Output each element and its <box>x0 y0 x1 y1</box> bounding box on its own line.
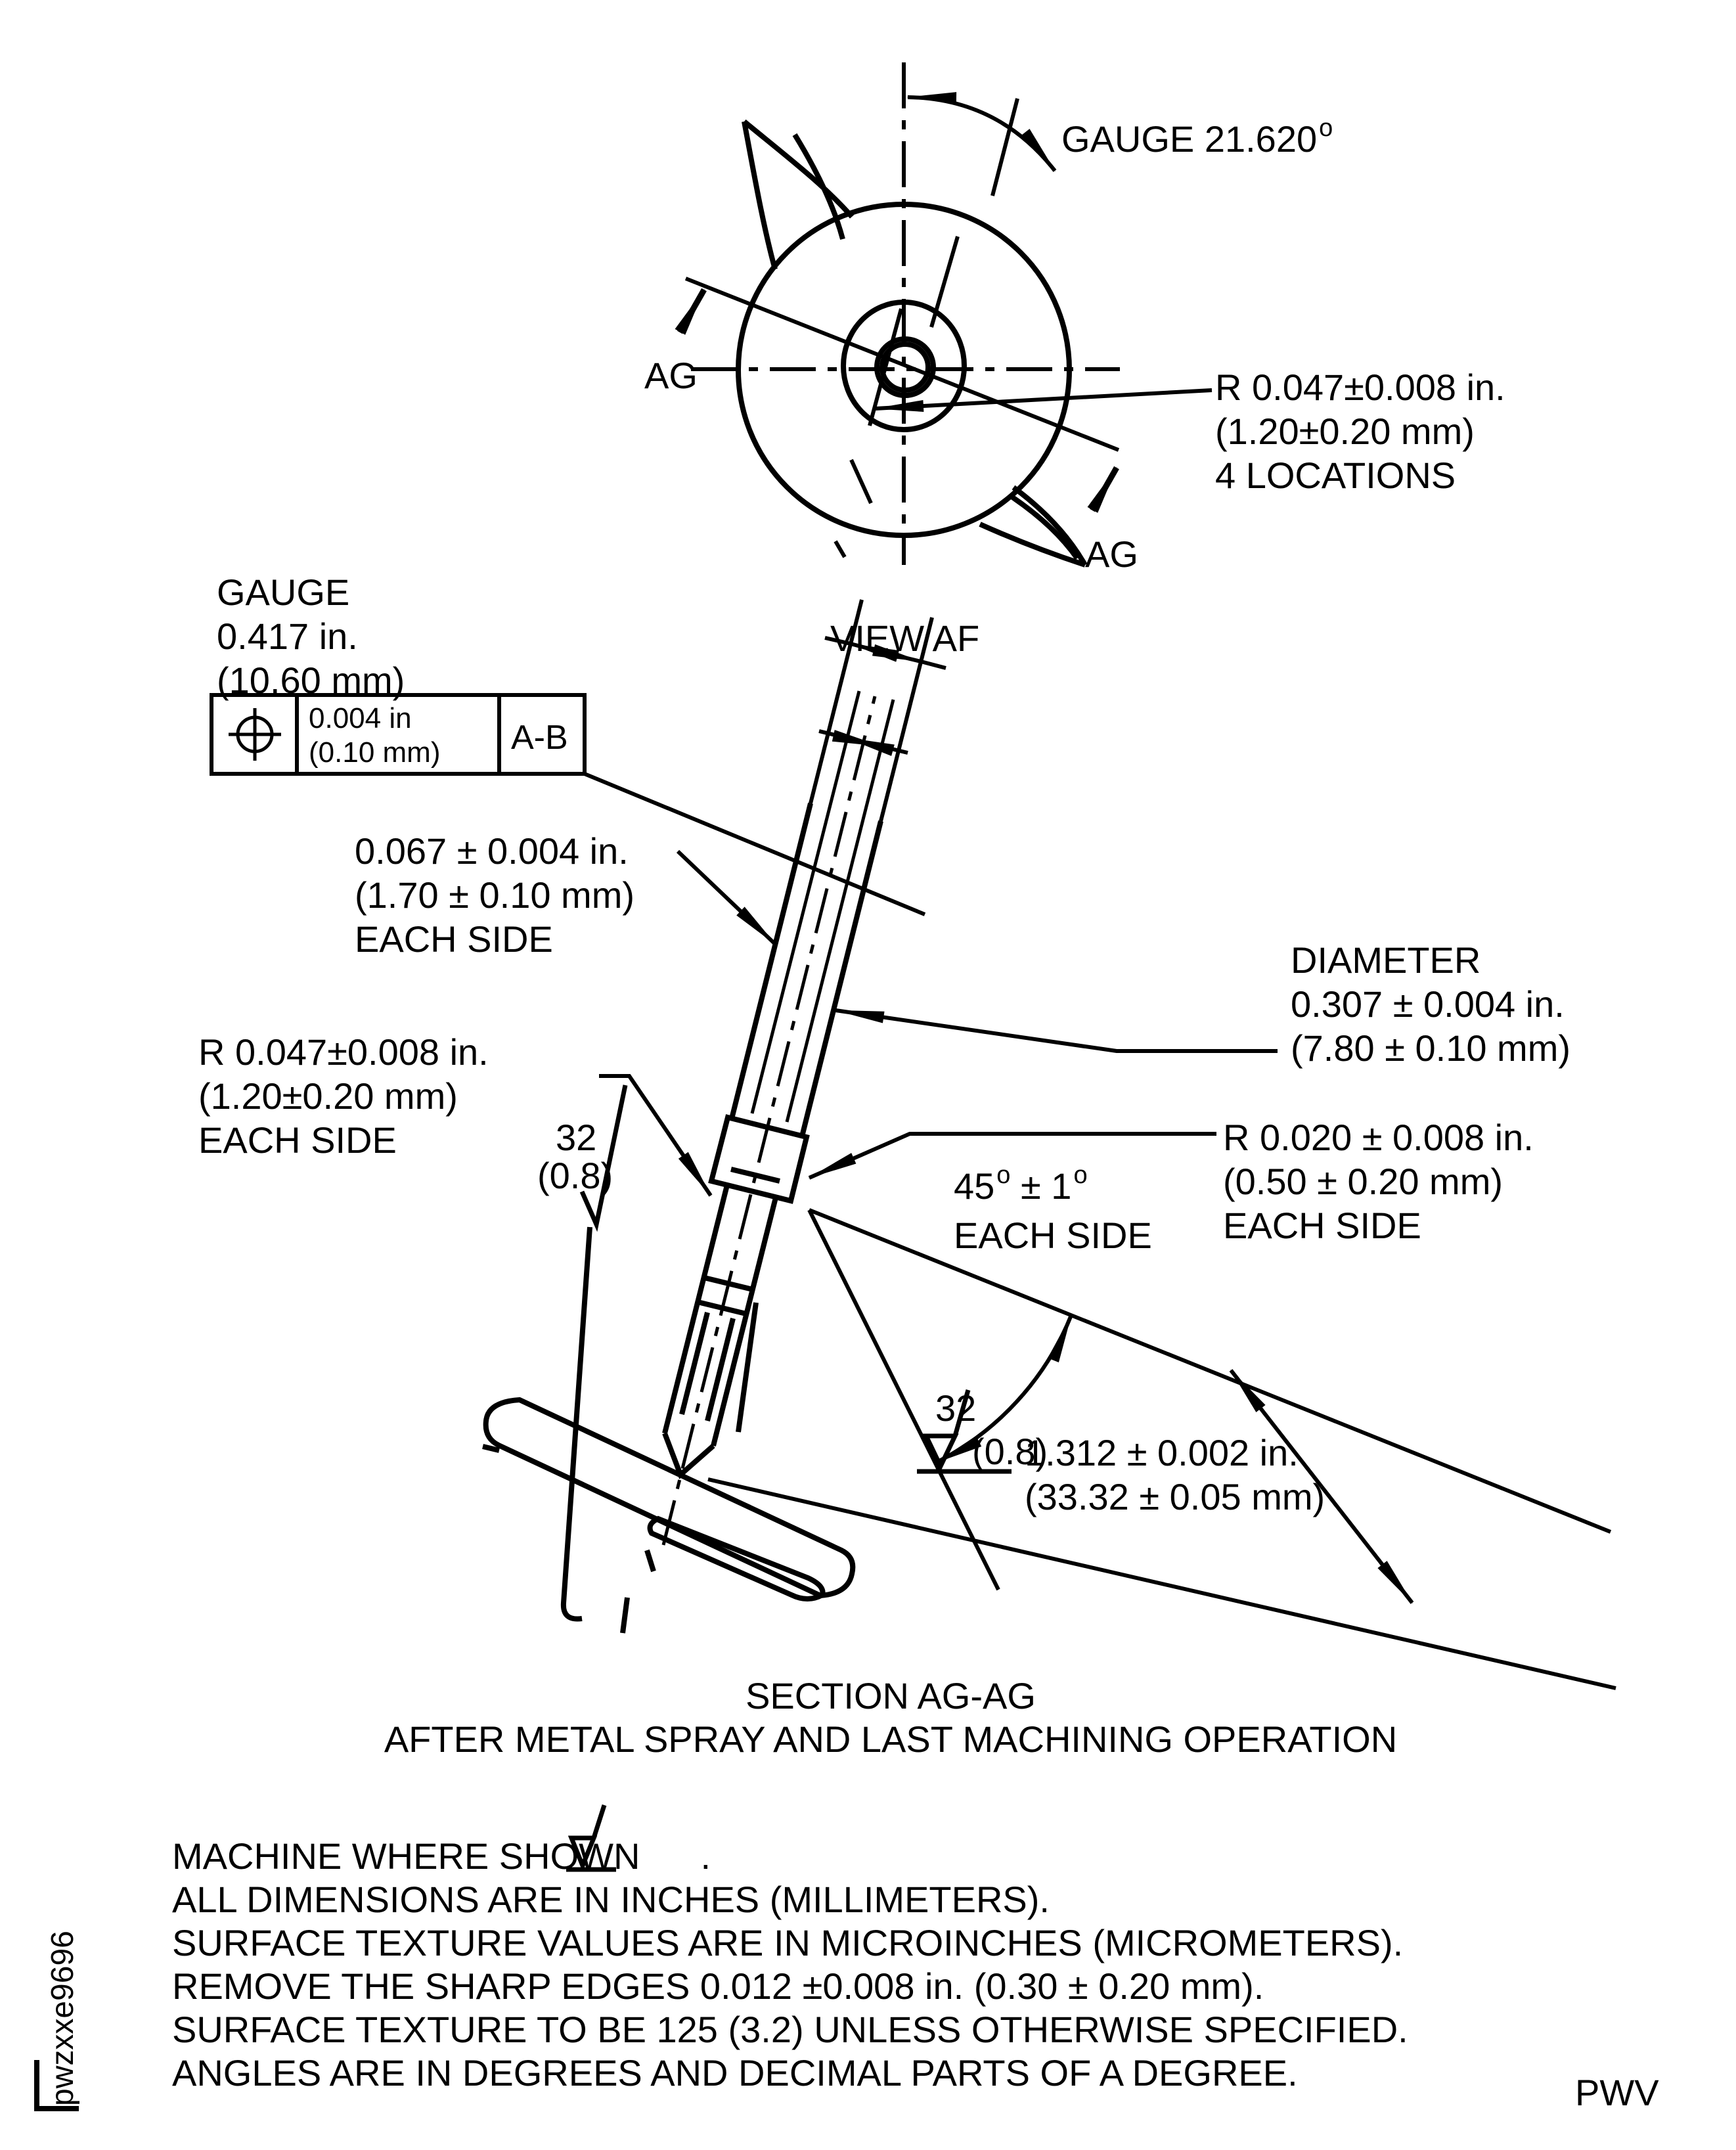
wall-dim-line2: (1.70 ± 0.10 mm) <box>355 874 634 916</box>
length-dim-note <box>1025 1431 1325 1519</box>
radius-4loc-note <box>1215 365 1505 497</box>
cross-slot-tick <box>647 1550 654 1571</box>
diameter-line2: 0.307 ± 0.004 in. <box>1291 983 1565 1025</box>
view-label: VIEW AF <box>830 617 980 659</box>
stem-body <box>665 803 881 1475</box>
core-lower-left <box>682 1312 707 1414</box>
diameter-note <box>1291 938 1570 1070</box>
radius-right-note <box>1223 1115 1534 1247</box>
surface-upper-metric: (0.8) <box>537 1155 613 1196</box>
radius-4loc-leader <box>875 390 1212 409</box>
radius-left-note <box>198 1030 489 1162</box>
wall-dim-line3: EACH SIDE <box>355 918 553 960</box>
gauge-angle-arc <box>908 97 1055 171</box>
stem-centerline <box>663 696 875 1545</box>
chamfer-angle-note <box>954 1161 1152 1257</box>
radius-4loc-line3: 4 LOCATIONS <box>1215 455 1456 496</box>
diameter-line1: DIAMETER <box>1291 939 1481 981</box>
gauge-block <box>217 570 405 702</box>
top-view-body <box>738 122 1085 565</box>
section-arrow-right <box>1092 468 1117 510</box>
radius-right-line3: EACH SIDE <box>1223 1205 1421 1246</box>
wall-dim-ext-left <box>819 731 846 738</box>
radius-left-line2: (1.20±0.20 mm) <box>198 1075 458 1117</box>
note-sharp-edges: REMOVE THE SHARP EDGES 0.012 ±0.008 in. (0.30 ± 0.20 mm). <box>172 1965 1264 2007</box>
length-dim-line1: 1.312 ± 0.002 in. <box>1025 1432 1299 1473</box>
gauge-block-line3: (10.60 mm) <box>217 660 405 701</box>
radius-left-line3: EACH SIDE <box>198 1119 397 1161</box>
wall-dim-line1: 0.067 ± 0.004 in. <box>355 830 629 872</box>
section-subtitle: AFTER METAL SPRAY AND LAST MACHINING OPERATION <box>384 1718 1398 1760</box>
radius-4loc-line2: (1.20±0.20 mm) <box>1215 411 1475 452</box>
diameter-line3: (7.80 ± 0.10 mm) <box>1291 1027 1570 1069</box>
gauge-angle-degree-mark: o <box>1319 114 1333 142</box>
section-label-left: AG <box>644 355 698 396</box>
stem-dimensions <box>599 600 1278 1196</box>
chamfer-tolerance: ± 1 <box>1021 1165 1072 1207</box>
note-surface-texture: SURFACE TEXTURE TO BE 125 (3.2) UNLESS OTHERWISE SPECIFIED. <box>172 2009 1408 2050</box>
general-notes <box>172 1835 1408 2095</box>
cross-lower-stub <box>623 1598 627 1633</box>
wall-dim-note <box>355 829 634 961</box>
length-dim-line2: (33.32 ± 0.05 mm) <box>1025 1476 1325 1517</box>
note-machine <box>172 1835 1408 1878</box>
chamfer-degree-2: o <box>1073 1161 1088 1189</box>
stem-lower-right-edge <box>713 1198 776 1446</box>
gauge-block-line2: 0.417 in. <box>217 616 358 657</box>
surface-lower-metric: (0.8) <box>972 1431 1048 1472</box>
page-code: PWV <box>1575 2072 1659 2113</box>
dia-dim-ext-right <box>921 661 946 668</box>
note-machine-text: MACHINE WHERE SHOWN <box>172 1835 640 1877</box>
position-symbol-icon <box>229 708 281 761</box>
radius-right-line2: (0.50 ± 0.20 mm) <box>1223 1161 1503 1202</box>
cross-bar-outline <box>486 1400 853 1596</box>
chamfer-angle-line2: EACH SIDE <box>954 1215 1152 1256</box>
cross-right-flank <box>738 1303 756 1432</box>
disc-angled-tick-2 <box>835 541 845 557</box>
wall-dim-arrow-left <box>846 738 863 742</box>
diameter-leader <box>835 1010 1278 1051</box>
disc-angled-tick-1 <box>851 460 871 503</box>
note-surface-values: SURFACE TEXTURE VALUES ARE IN MICROINCHES (MICROMETERS). <box>172 1922 1404 1963</box>
chamfer-degree-1: o <box>996 1161 1011 1189</box>
chamfer-angle-value: 45 <box>954 1165 995 1207</box>
radius-left-line1: R 0.047±0.008 in. <box>198 1031 489 1073</box>
section-arrow-left <box>680 290 704 332</box>
core-lower-right <box>707 1318 733 1421</box>
wall-dim-ext-right <box>881 746 908 753</box>
gauge-angle-tick <box>992 99 1017 196</box>
doc-code: pwzxxe9696 <box>45 1931 80 2106</box>
note-angles: ANGLES ARE IN DEGREES AND DECIMAL PARTS OF A DEGREE. <box>172 2052 1298 2094</box>
surface-upper-value: 32 <box>556 1117 597 1158</box>
fcf-tolerance-line1: 0.004 in <box>309 702 412 734</box>
fcf-tolerance-line2: (0.10 mm) <box>309 736 441 769</box>
wall-leader <box>678 851 776 945</box>
note-machine-period: . <box>700 1835 711 1877</box>
gauge-block-line1: GAUGE <box>217 571 350 613</box>
length-dim-arrow-bottom <box>1322 1487 1412 1603</box>
section-label-right: AG <box>1085 533 1138 575</box>
hub-angled-line-1 <box>931 236 958 327</box>
wall-dim-arrow-right <box>863 742 881 746</box>
note-dimensions: ALL DIMENSIONS ARE IN INCHES (MILLIMETERS). <box>172 1879 1050 1920</box>
section-title: SECTION AG-AG <box>746 1675 1036 1716</box>
surface-lower-value: 32 <box>935 1387 977 1429</box>
radius-right-line1: R 0.020 ± 0.008 in. <box>1223 1117 1534 1158</box>
gauge-angle-value: GAUGE 21.620 <box>1061 118 1318 160</box>
chamfer-angle-line1 <box>954 1161 1152 1213</box>
fcf-datum: A-B <box>511 719 568 757</box>
gauge-angle-label <box>1061 114 1333 166</box>
radius-4loc-line1: R 0.047±0.008 in. <box>1215 367 1505 408</box>
